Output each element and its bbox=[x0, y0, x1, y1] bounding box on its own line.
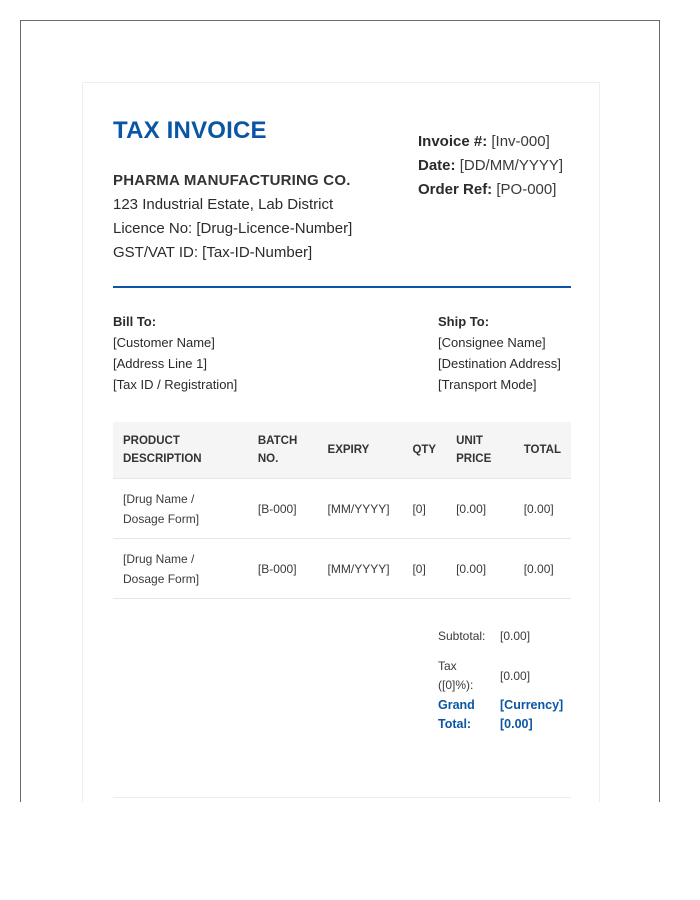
company-licence: Licence No: [Drug-Licence-Number] bbox=[113, 220, 353, 237]
invoice-date-line bbox=[418, 154, 563, 178]
cell-expiry: [MM/YYYY] bbox=[318, 539, 403, 599]
cell-batch: [B-000] bbox=[248, 479, 318, 539]
cell-batch: [B-000] bbox=[248, 539, 318, 599]
column-header-product: PRODUCT DESCRIPTION bbox=[113, 422, 248, 479]
cell-total: [0.00] bbox=[514, 539, 571, 599]
company-address: 123 Industrial Estate, Lab District bbox=[113, 196, 334, 213]
ship-to-line: [Transport Mode] bbox=[438, 377, 537, 392]
invoice-number-label: Invoice #: bbox=[418, 133, 488, 150]
column-header-unit-price: UNIT PRICE bbox=[446, 422, 514, 479]
ship-to-line: [Destination Address] bbox=[438, 356, 561, 371]
order-ref-line bbox=[418, 178, 563, 202]
bill-to-line: [Customer Name] bbox=[113, 335, 215, 350]
subtotal-label: Subtotal: bbox=[438, 629, 486, 643]
grand-total-value: [Currency] [0.00] bbox=[500, 698, 564, 731]
bill-to-line: [Tax ID / Registration] bbox=[113, 377, 238, 392]
cell-unit-price: [0.00] bbox=[446, 479, 514, 539]
invoice-number-value: [Inv-000] bbox=[491, 133, 550, 150]
grand-total-label: Grand Total: bbox=[438, 698, 475, 731]
bill-to-block bbox=[113, 311, 237, 395]
invoice-date-value: [DD/MM/YYYY] bbox=[459, 157, 564, 174]
cell-expiry: [MM/YYYY] bbox=[318, 479, 403, 539]
cell-product: [Drug Name / Dosage Form] bbox=[113, 539, 248, 599]
company-name: PHARMA MANUFACTURING CO. bbox=[113, 172, 351, 189]
grand-total-row bbox=[438, 699, 578, 739]
footer-divider bbox=[113, 797, 571, 798]
bill-to-line: [Address Line 1] bbox=[113, 356, 207, 371]
header-divider bbox=[113, 286, 571, 288]
cell-qty: [0] bbox=[402, 479, 446, 539]
company-info bbox=[113, 169, 352, 265]
column-header-total: TOTAL bbox=[514, 422, 571, 479]
table-header-row bbox=[113, 422, 571, 479]
cell-product: [Drug Name / Dosage Form] bbox=[113, 479, 248, 539]
ship-to-heading: Ship To: bbox=[438, 314, 490, 329]
line-items-table bbox=[113, 422, 571, 599]
tax-row bbox=[438, 661, 578, 699]
column-header-qty: QTY bbox=[402, 422, 446, 479]
ship-to-line: [Consignee Name] bbox=[438, 335, 546, 350]
subtotal-row bbox=[438, 621, 578, 661]
company-tax-id: GST/VAT ID: [Tax-ID-Number] bbox=[113, 244, 313, 261]
invoice-number-line bbox=[418, 130, 563, 154]
table-row bbox=[113, 479, 571, 539]
tax-value: [0.00] bbox=[500, 669, 531, 683]
totals-block bbox=[438, 621, 578, 739]
table-row bbox=[113, 539, 571, 599]
order-ref-value: [PO-000] bbox=[496, 181, 557, 198]
column-header-expiry: EXPIRY bbox=[318, 422, 403, 479]
cell-unit-price: [0.00] bbox=[446, 539, 514, 599]
invoice-meta bbox=[418, 130, 563, 202]
bill-to-heading: Bill To: bbox=[113, 314, 157, 329]
order-ref-label: Order Ref: bbox=[418, 181, 493, 198]
invoice-card bbox=[82, 82, 600, 802]
tax-label: Tax ([0]%): bbox=[438, 659, 474, 692]
cell-total: [0.00] bbox=[514, 479, 571, 539]
cell-qty: [0] bbox=[402, 539, 446, 599]
invoice-date-label: Date: bbox=[418, 157, 456, 174]
ship-to-block bbox=[438, 311, 561, 395]
invoice-title: TAX INVOICE bbox=[113, 117, 267, 144]
column-header-batch: BATCH NO. bbox=[248, 422, 318, 479]
subtotal-value: [0.00] bbox=[500, 629, 531, 643]
